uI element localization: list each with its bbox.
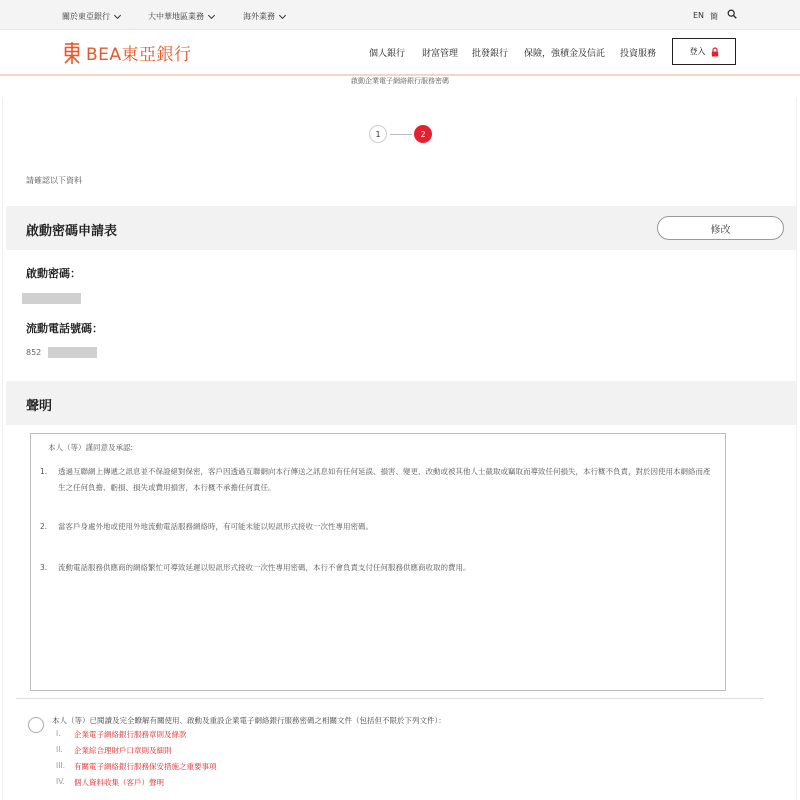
document-link[interactable]: 有關電子網絡銀行服務保安措施之重要事項 xyxy=(74,762,217,771)
nav-investment-services[interactable]: 投資服務 xyxy=(620,49,657,59)
login-button[interactable] xyxy=(672,38,736,65)
nav-personal-banking[interactable]: 個人銀行 xyxy=(369,49,406,59)
password-label: 啟動密碼： xyxy=(26,267,81,280)
menu-greater-china-label: 大中華地區業務 xyxy=(148,12,204,21)
chevron-down-icon xyxy=(208,11,215,18)
document-link[interactable]: 個人資料收集（客戶）聲明 xyxy=(74,778,164,787)
chevron-down-icon xyxy=(279,11,286,18)
nav-insurance-mpf-trust[interactable]: 保險，強積金及信託 xyxy=(524,49,606,59)
edit-button[interactable]: 修改 xyxy=(657,216,784,240)
country-code: 852 xyxy=(26,348,42,357)
form-title: 啟動密碼申請表 xyxy=(26,224,118,239)
document-item xyxy=(56,729,217,745)
chevron-down-icon xyxy=(114,11,121,18)
declaration-item-number: 3. xyxy=(40,563,48,572)
page-subtitle: 啟動企業電子網絡銀行服務密碼 xyxy=(351,77,449,85)
document-item xyxy=(56,777,217,793)
mobile-label: 流動電話號碼： xyxy=(26,322,103,335)
main-navigation xyxy=(0,30,800,76)
document-list xyxy=(56,729,217,793)
section-divider xyxy=(16,698,764,699)
bea-logo-icon xyxy=(62,41,82,65)
menu-overseas[interactable] xyxy=(243,11,285,22)
declaration-title: 聲明 xyxy=(26,399,53,414)
password-masked-value xyxy=(22,293,81,304)
confirm-instruction: 請確認以下資料 xyxy=(26,176,82,185)
nav-wholesale-banking[interactable]: 批發銀行 xyxy=(472,49,509,59)
declaration-item-text: 當客戶身處外地或使用外地流動電話服務網絡時，有可能未能以短訊形式接收一次性專用密碼。 xyxy=(58,522,373,531)
document-link[interactable]: 企業電子網絡銀行服務章則及條款 xyxy=(74,730,187,739)
declaration-item-text: 流動電話服務供應商的網絡繁忙可導致延遲以短訊形式接收一次性專用密碼，本行不會負責支付任何服務供應商收取的費用。 xyxy=(58,563,471,572)
document-item xyxy=(56,761,217,777)
declaration-item xyxy=(40,519,720,535)
declaration-item xyxy=(40,464,720,496)
top-utility-bar xyxy=(0,0,800,30)
document-number: II. xyxy=(56,745,63,754)
menu-overseas-label: 海外業務 xyxy=(243,12,275,21)
agreement-text: 本人（等）已閱讀及完全瞭解有關使用、啟動及重設企業電子網絡銀行服務密碼之相關文件（包括但不限於下列文件）： xyxy=(52,716,446,725)
declaration-item-text: 透過互聯網上傳遞之訊息並不保證絕對保密，客戶因透過互聯網向本行傳送之訊息如有任何延誤、損害、變更、改動或被其他人士截取或竊取而導致任何損失，本行概不負責，對於因使用本網絡而產生之任何負擔、虧損、損失或費用損害，本行概不承擔任何責任。 xyxy=(58,467,711,492)
declaration-item xyxy=(40,560,720,576)
bea-logo[interactable] xyxy=(62,40,192,65)
menu-about-bea[interactable] xyxy=(62,11,120,22)
menu-greater-china[interactable] xyxy=(148,11,214,22)
document-item xyxy=(56,745,217,761)
document-number: IV. xyxy=(56,777,65,786)
brand-name: BEA東亞銀行 xyxy=(86,45,192,65)
nav-wealth-management[interactable]: 財富管理 xyxy=(422,49,459,59)
document-link[interactable]: 企業綜合理財戶口章則及細則 xyxy=(74,746,172,755)
declaration-item-number: 1. xyxy=(40,467,48,476)
login-label: 登入 xyxy=(689,47,706,56)
agree-radio[interactable] xyxy=(28,717,44,733)
step-connector xyxy=(390,134,412,135)
lock-icon xyxy=(711,47,719,57)
lang-en-link[interactable]: EN xyxy=(693,11,705,20)
document-number: III. xyxy=(56,761,66,770)
menu-about-bea-label: 關於東亞銀行 xyxy=(62,12,110,21)
lang-sc-link[interactable]: 簡 xyxy=(710,12,718,21)
declaration-item-number: 2. xyxy=(40,522,48,531)
document-number: I. xyxy=(56,729,61,738)
declaration-intro: 本人（等）謹同意及承認: xyxy=(48,443,134,452)
mobile-masked-value xyxy=(48,347,97,358)
declaration-section-header xyxy=(6,381,796,425)
step-1-indicator: 1 xyxy=(369,125,387,143)
step-2-indicator: 2 xyxy=(414,125,432,143)
search-icon[interactable] xyxy=(727,9,737,19)
